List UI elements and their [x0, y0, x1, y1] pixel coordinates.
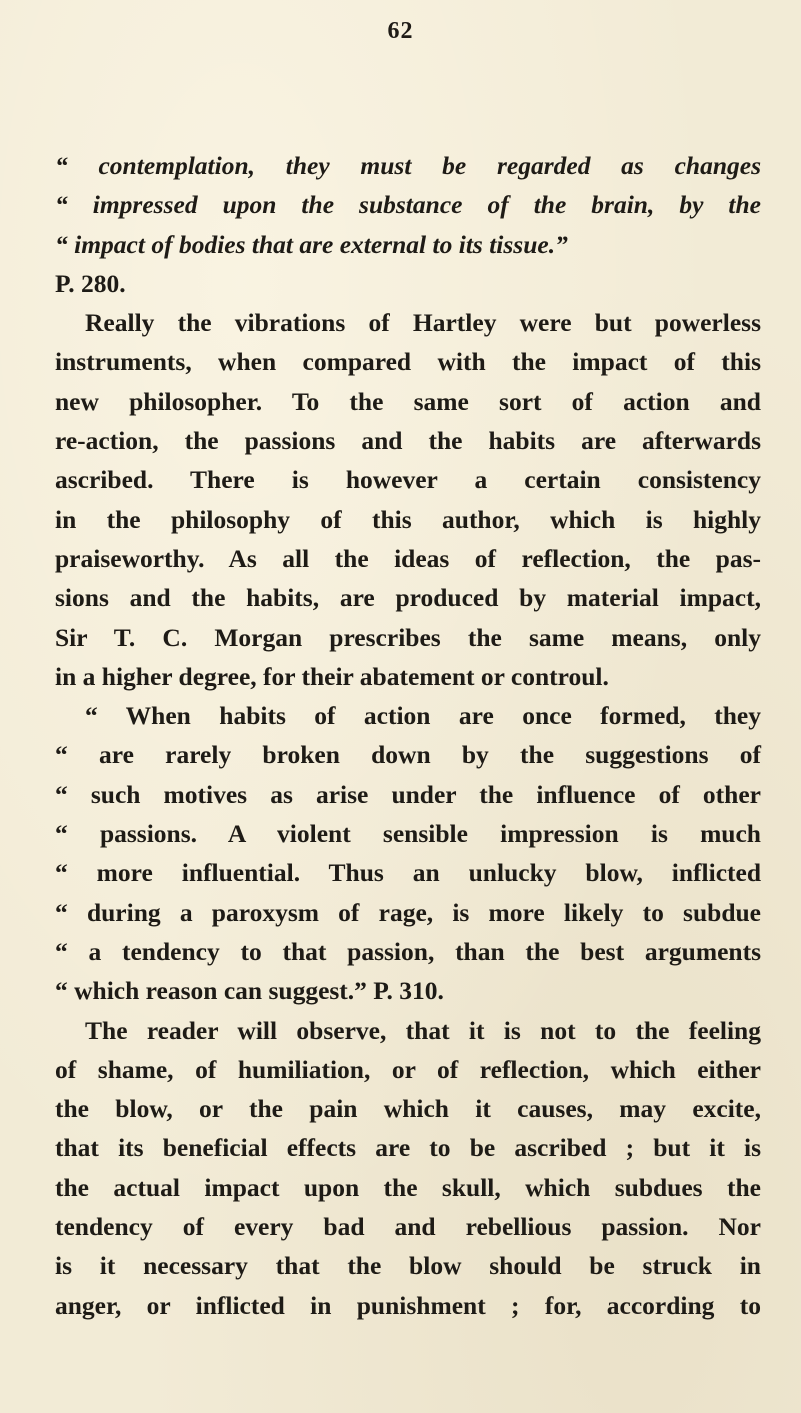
text-line: instruments, when compared with the impact of this: [55, 347, 761, 377]
text-line: re-action, the passions and the habits are afterwards: [55, 426, 761, 456]
text-line: is it necessary that the blow should be struck in: [55, 1251, 761, 1281]
text-line: “ during a paroxysm of rage, is more likely to subdue: [55, 897, 761, 927]
text-line: “ passions. A violent sensible impression is much: [55, 819, 761, 849]
text-line: “ more influential. Thus an unlucky blow, inflicted: [55, 858, 761, 888]
text-line: tendency of every bad and rebellious passion. Nor: [55, 1212, 761, 1242]
text-line: The reader will observe, that it is not to the feeling: [85, 1015, 761, 1045]
text-line: “ impact of bodies that are external to its tissue.”: [55, 229, 568, 259]
text-line: Sir T. C. Morgan prescribes the same means, only: [55, 622, 761, 652]
text-line: of shame, of humiliation, or of reflection, which either: [55, 1054, 761, 1084]
text-line: P. 280.: [55, 268, 126, 298]
text-line: “ a tendency to that passion, than the best arguments: [55, 936, 761, 966]
text-line: praiseworthy. As all the ideas of reflection, the pas-: [55, 543, 761, 573]
text-line: “ are rarely broken down by the suggestions of: [55, 740, 761, 770]
page-number: 62: [387, 18, 414, 44]
text-line: Really the vibrations of Hartley were but powerless: [85, 308, 761, 338]
body-text: [55, 146, 761, 1325]
text-line: “ such motives as arise under the influence of other: [55, 779, 761, 809]
text-line: “ which reason can suggest.” P. 310.: [55, 976, 444, 1006]
text-line: ascribed. There is however a certain consistency: [55, 465, 761, 495]
text-line: in a higher degree, for their abatement or controul.: [55, 661, 609, 691]
text-line: new philosopher. To the same sort of action and: [55, 386, 761, 416]
text-line: that its beneficial effects are to be ascribed ; but it is: [55, 1133, 761, 1163]
text-line: the actual impact upon the skull, which subdues the: [55, 1172, 761, 1202]
text-line: the blow, or the pain which it causes, may excite,: [55, 1094, 761, 1124]
text-line: “ When habits of action are once formed, they: [85, 701, 761, 731]
text-line: “ contemplation, they must be regarded as changes: [55, 151, 761, 180]
text-line: sions and the habits, are produced by material impact,: [55, 583, 761, 613]
text-line: in the philosophy of this author, which is highly: [55, 504, 761, 534]
text-line: “ impressed upon the substance of the brain, by the: [55, 190, 761, 220]
text-line: anger, or inflicted in punishment ; for, according to: [55, 1290, 761, 1320]
